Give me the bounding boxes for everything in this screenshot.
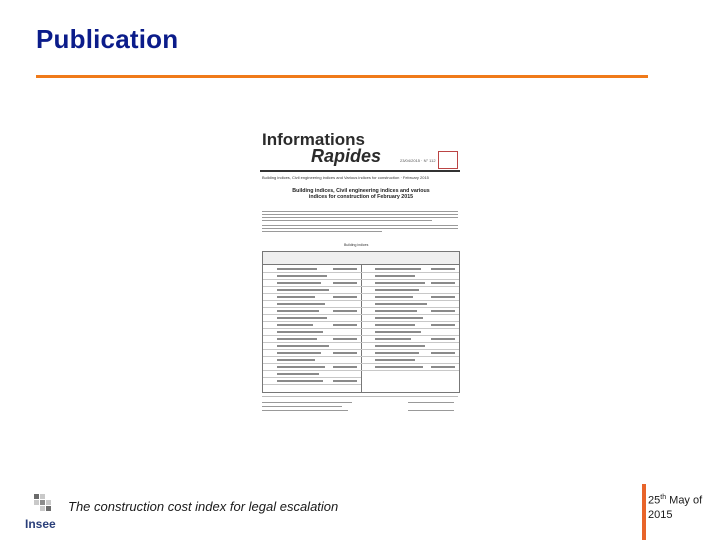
footer-text-line [262,402,352,403]
table-cell [277,289,329,291]
table-cell [431,366,455,368]
table-cell [333,352,357,354]
table-cell [277,317,327,319]
indices-table [262,251,460,393]
table-row [263,384,361,385]
table-cell [431,338,455,340]
table-cell [277,268,317,270]
table-cell [431,282,455,284]
title-underline [36,75,648,78]
table-cell [277,373,319,375]
date-day-suffix: th [660,494,667,501]
footer-text-line [262,410,348,411]
table-cell [277,282,321,284]
table-column-left [263,252,362,392]
table-row [263,321,361,322]
table-row [263,363,361,364]
table-cell [277,359,315,361]
table-row [263,279,361,280]
table-row [263,293,361,294]
table-cell [375,345,425,347]
table-cell [333,282,357,284]
publication-kicker: Building indices, Civil engineering indices and Various indices for construction · February 2015 [262,175,429,180]
table-cell [375,359,415,361]
table-row [361,321,459,322]
table-row [263,377,361,378]
page-title: Publication [36,24,179,54]
table-cell [375,317,423,319]
date-day: 25 [648,494,661,507]
table-row [361,307,459,308]
slide-date [648,491,714,522]
date-rest: May of 2015 [648,494,703,521]
table-cell [333,268,357,270]
body-text-line [262,231,382,232]
body-text-line [262,220,432,221]
table-header [361,252,459,265]
table-cell [431,324,455,326]
table-row [361,335,459,336]
table-cell [277,296,315,298]
table-row [263,314,361,315]
masthead-bottom: Rapides [311,146,382,166]
masthead-divider [260,170,460,172]
table-cell [375,282,425,284]
table-row [263,328,361,329]
table-row [263,370,361,371]
table-row [361,356,459,357]
table-cell [375,331,421,333]
table-row [263,300,361,301]
table-cell [375,268,421,270]
publication-headline: Building indices, Civil engineering indices and various indices for construction of February 2015 [292,188,430,201]
table-cell [375,310,417,312]
table-row [361,286,459,287]
table-row [263,307,361,308]
publication-thumbnail [258,126,464,416]
table-header [263,252,361,265]
table-row [361,314,459,315]
table-cell [375,352,419,354]
table-cell [277,380,323,382]
body-text-line [262,217,458,218]
slide-caption: The construction cost index for legal escalation [68,499,339,514]
publisher-logo-icon [438,151,458,169]
table-cell [375,338,411,340]
insee-logo-text: Insee [25,517,56,531]
table-row [263,349,361,350]
table-cell [431,352,455,354]
table-row [361,328,459,329]
table-cell [277,331,323,333]
table-row [361,370,459,371]
table-cell [375,296,413,298]
table-cell [375,275,415,277]
table-row [361,272,459,273]
insee-logo [24,492,66,532]
table-cell [277,338,317,340]
table-cell [375,303,427,305]
masthead-top: Informations [262,130,365,149]
table-row [263,286,361,287]
table-cell [333,310,357,312]
table-cell [333,380,357,382]
table-cell [277,310,319,312]
table-cell [277,303,325,305]
table-cell [277,366,325,368]
table-row [263,272,361,273]
table-row [361,342,459,343]
table-row [263,335,361,336]
table-cell [375,324,415,326]
issue-number: 23/04/2015 · N° 112 [400,158,436,163]
table-cell [431,268,455,270]
table-cell [277,275,327,277]
date-accent-bar [642,484,646,540]
table-cell [333,324,357,326]
table-cell [333,338,357,340]
table-cell [333,366,357,368]
body-text-line [262,214,458,215]
footer-text-line [408,402,454,403]
table-cell [277,345,329,347]
table-cell [375,289,419,291]
footer-text-line [408,410,454,411]
footer-divider [262,396,458,397]
table-cell [333,296,357,298]
table-row [361,349,459,350]
table-cell [431,296,455,298]
body-text-line [262,211,458,212]
body-text-line [262,228,458,229]
table-row [361,363,459,364]
footer-text-line [262,406,342,407]
body-text-line [262,225,458,226]
table-row [263,342,361,343]
table-row [263,356,361,357]
table-caption: Building indices [344,243,369,247]
table-cell [431,310,455,312]
table-row [361,300,459,301]
table-column-right [361,252,459,392]
table-row [361,279,459,280]
table-cell [277,352,321,354]
table-cell [375,366,423,368]
table-cell [277,324,313,326]
table-row [361,293,459,294]
